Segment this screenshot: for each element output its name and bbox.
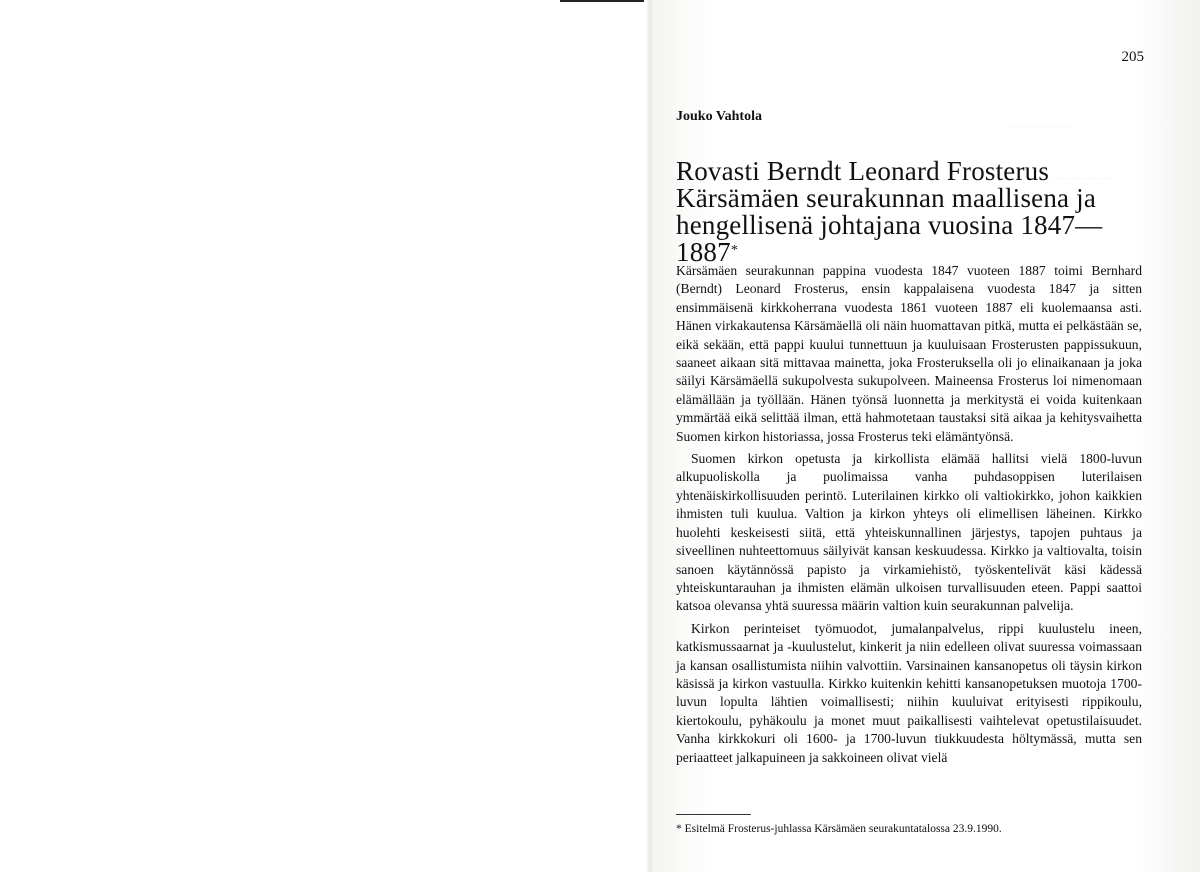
footnote-divider (676, 814, 751, 815)
footnote: * Esitelmä Frosterus-juhlassa Kärsämäen seurakuntatalossa 23.9.1990. (676, 823, 1002, 835)
body-paragraph: Kirkon perinteiset työmuodot, jumalanpalvelus, rippi kuulustelu ineen, katkismussaarnat ja -kuulustelut, kinkerit ja niin edelleen olivat suuressa voimassaan ja kansan osallistumista niihin valvottiin. Varsinainen kansanopetus oli täysin kirkon käsissä ja kirkon vastuulla. Kirkko kuitenkin kehitti kansanopetuksen muotoja 1700-luvun lopulta lähtien voimallisesti; niihin kuuluivat erityisesti rippikoulu, kiertokoulu, pyhäkoulu ja monet muut paikallisesti vaihtelevat opetustilaisuudet. Vanha kirkkokuri oli 1600- ja 1700-luvun tiukkuudesta höltymässä, mutta sen periaatteet jalkapuineen ja sakkoineen olivat vielä (676, 620, 1142, 765)
footnote-marker: * (730, 243, 739, 258)
author-name: Jouko Vahtola (676, 109, 762, 124)
article-title (676, 158, 1146, 266)
bleed-through-text: — — — — (1052, 170, 1114, 185)
article-body (676, 262, 1142, 767)
top-edge-rule (560, 0, 644, 2)
bleed-through-text: — — — — (1012, 118, 1074, 133)
body-paragraph: Kärsämäen seurakunnan pappina vuodesta 1847 vuoteen 1887 toimi Bernhard (Berndt) Leonard Frosterus, ensin kappalaisena vuodesta 1847 ja sitten ensimmäisenä kirkkoherrana vuodesta 1861 vuoteen 1887 eli kuolemaansa asti. Hänen virkakautensa Kärsämäellä oli näin huomattavan pitkä, mutta ei pelkästään se, eikä sekään, että pappi kuului tunnettuun ja kuuluisaan Frosterusten pappissukuun, saaneet aikaan sitä mittavaa mainetta, joka Frosteruksella oli jo elinaikanaan ja joka säilyi Kärsämäellä sukupolvesta sukupolveen. Maineensa Frosterus loi nimenomaan elämällään ja työllään. Hänen työnsä luonnetta ja merkitystä ei voida kuitenkaan ymmärtää eikä selittää ilman, että hahmotetaan taustaksi sitä aikaa ja kehitysvaihetta Suomen kirkon historiassa, jossa Frosterus teki elämäntyönsä. (676, 263, 1142, 444)
body-paragraph: Suomen kirkon opetusta ja kirkollista elämää hallitsi vielä 1800-luvun alkupuoliskolla ja puolimaissa vanha puhdasoppisen luterilaisen yhtenäiskirkollisuuden perintö. Luterilainen kirkko oli valtiokirkko, johon kaikkien ihmisten tuli kuulua. Valtion ja kirkon yhteys oli elimellisen läheinen. Kirkko huolehti keskeisesti siitä, että yhteiskunnallinen järjestys, tapojen puhtaus ja siveellinen nuhteettomuus säilyivät kansan keskuudessa. Kirkko ja valtiovalta, toisin sanoen käytännössä papisto ja virkamiehistö, työskentelivät käsi kädessä yhteiskuntarauhan ja ihmisten elämän ulkoisen turvallisuuden eteen. Pappi saattoi katsoa olevansa yhtä suuressa määrin valtion kuin seurakunnan palvelija. (676, 451, 1142, 614)
title-line: Rovasti Berndt Leonard Frosterus (676, 156, 1050, 186)
page-number: 205 (1121, 49, 1144, 65)
title-line (676, 212, 1146, 266)
title-line: Kärsämäen seurakunnan maallisena ja (676, 183, 1097, 213)
title-line-text: hengellisenä johtajana vuosina 1847—1887 (676, 210, 1103, 267)
right-page (652, 0, 1200, 872)
